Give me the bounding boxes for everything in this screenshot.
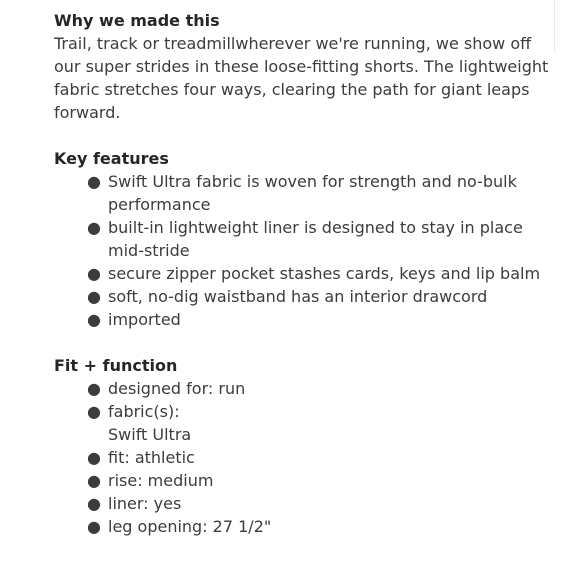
bullet-icon: ● xyxy=(87,287,101,306)
list-item-text: Swift Ultra fabric is woven for strength and no-bulk performance xyxy=(108,172,517,214)
list-item-text: soft, no-dig waistband has an interior drawcord xyxy=(108,287,488,306)
fit-function-list xyxy=(54,377,554,538)
list-item-text: secure zipper pocket stashes cards, keys and lip balm xyxy=(108,264,541,283)
list-item xyxy=(54,285,554,308)
list-item-text: fit: athletic xyxy=(108,448,195,467)
bullet-icon: ● xyxy=(87,448,101,467)
why-body: Trail, track or treadmillwherever we're running, we show off our super strides in these loose-fitting shorts. The lightweight fabric stretches four ways, clearing the path for giant leaps forward. xyxy=(54,34,549,122)
key-features-heading: Key features xyxy=(54,149,169,168)
bullet-icon: ● xyxy=(87,172,101,191)
list-item xyxy=(54,377,554,400)
list-item-text: imported xyxy=(108,310,181,329)
scroll-edge xyxy=(554,0,555,52)
list-item xyxy=(54,469,554,492)
list-item-text: liner: yes xyxy=(108,494,182,513)
list-item-text: leg opening: 27 1/2" xyxy=(108,517,272,536)
list-item xyxy=(54,262,554,285)
fit-function-heading: Fit + function xyxy=(54,356,178,375)
key-features-list xyxy=(54,170,554,331)
list-item xyxy=(54,400,554,446)
product-details xyxy=(54,9,554,538)
fabric-value: Swift Ultra xyxy=(108,425,192,444)
list-item xyxy=(54,170,554,216)
bullet-icon: ● xyxy=(87,402,101,421)
list-item xyxy=(54,446,554,469)
list-item-text: designed for: run xyxy=(108,379,246,398)
bullet-icon: ● xyxy=(87,379,101,398)
list-item-text: fabric(s): xyxy=(108,402,180,421)
bullet-icon: ● xyxy=(87,264,101,283)
list-item xyxy=(54,492,554,515)
why-heading: Why we made this xyxy=(54,11,220,30)
bullet-icon: ● xyxy=(87,218,101,237)
list-item xyxy=(54,308,554,331)
list-item-text: built-in lightweight liner is designed to stay in place mid-stride xyxy=(108,218,523,260)
bullet-icon: ● xyxy=(87,494,101,513)
bullet-icon: ● xyxy=(87,517,101,536)
list-item xyxy=(54,216,554,262)
bullet-icon: ● xyxy=(87,310,101,329)
list-item xyxy=(54,515,554,538)
list-item-text: rise: medium xyxy=(108,471,214,490)
bullet-icon: ● xyxy=(87,471,101,490)
